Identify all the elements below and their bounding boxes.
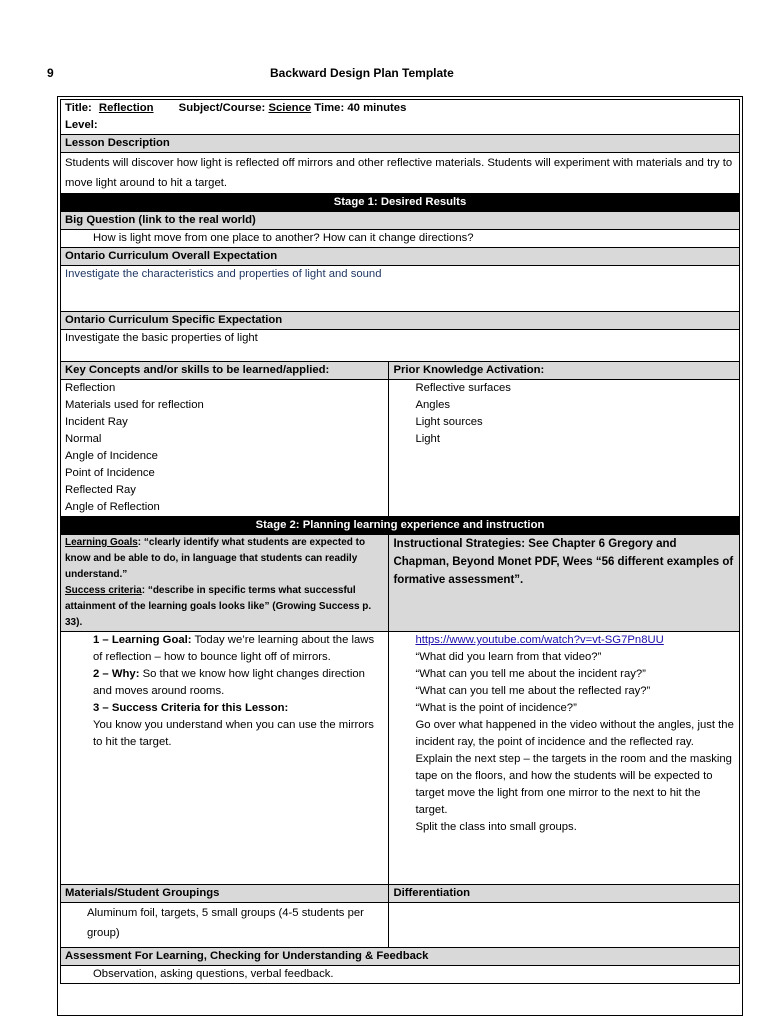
overall-expectation-heading: Ontario Curriculum Overall Expectation: [61, 248, 740, 266]
lesson-description-text: Students will discover how light is reflected off mirrors and other reflective materials. Students will experiment with materials and try to move light around to hit a target.: [61, 153, 740, 194]
prior-knowledge-item: Light: [415, 433, 440, 445]
strategy-line: “What did you learn from that video?”: [415, 651, 602, 663]
differentiation-heading: Differentiation: [389, 885, 740, 903]
big-question-heading: Big Question (link to the real world): [61, 212, 740, 230]
materials-text: Aluminum foil, targets, 5 small groups (4-5 students per group): [61, 903, 389, 948]
key-concept-item: Incident Ray: [65, 416, 128, 428]
assessment-heading: Assessment For Learning, Checking for Understanding & Feedback: [61, 948, 740, 966]
lesson-plan-frame: [57, 96, 743, 1016]
prior-knowledge-heading: Prior Knowledge Activation:: [389, 362, 740, 380]
key-concept-item: Angle of Reflection: [65, 501, 160, 513]
success-criteria-label: Success criteria: [65, 585, 142, 596]
prior-knowledge-item: Angles: [415, 399, 451, 411]
lesson-learning-goal-text: Today we’re learning about the laws of reflection – how to bounce light off of mirrors.: [93, 634, 375, 663]
stage2-heading: Stage 2: Planning learning experience and instruction: [61, 517, 740, 535]
lesson-success-criteria-text: You know you understand when you can use the mirrors to hit the target.: [93, 719, 374, 748]
lesson-why-label: 2 – Why:: [93, 668, 140, 680]
prior-knowledge-item: Light sources: [415, 416, 483, 428]
key-concept-item: Materials used for reflection: [65, 399, 204, 411]
prior-knowledge-item: Reflective surfaces: [415, 382, 511, 394]
lesson-plan-table: [60, 99, 740, 984]
level-label: Level:: [65, 119, 98, 131]
key-concept-item: Reflection: [65, 382, 116, 394]
lesson-success-criteria-label: 3 – Success Criteria for this Lesson:: [93, 702, 289, 714]
lesson-description-heading: Lesson Description: [61, 135, 740, 153]
learning-goals-label: Learning Goals: [65, 537, 138, 548]
instructional-strategies-heading: Instructional Strategies: See Chapter 6 Gregory and Chapman, Beyond Monet PDF, Wees “56 different examples of formative assessment”.: [389, 535, 740, 632]
strategy-line: Go over what happened in the video without the angles, just the incident ray, the point of incidence and the reflected ray.: [415, 719, 734, 748]
title-value: Reflection: [98, 102, 154, 114]
key-concepts-list: [61, 380, 389, 517]
prior-knowledge-list: [389, 380, 740, 517]
specific-expectation-heading: Ontario Curriculum Specific Expectation: [61, 312, 740, 330]
big-question-text: How is light move from one place to another? How can it change directions?: [61, 230, 740, 248]
strategies-cell: [389, 632, 740, 885]
key-concept-item: Normal: [65, 433, 102, 445]
strategy-line: Split the class into small groups.: [415, 821, 577, 833]
specific-expectation-text: Investigate the basic properties of light: [61, 330, 740, 362]
strategy-line: “What can you tell me about the reflected ray?”: [415, 685, 651, 697]
page-number: 9: [47, 66, 54, 80]
goals-definitions: [61, 535, 389, 632]
video-link[interactable]: https://www.youtube.com/watch?v=vt-SG7Pn8UU: [415, 634, 664, 646]
strategy-line: “What is the point of incidence?”: [415, 702, 577, 714]
key-concept-item: Angle of Incidence: [65, 450, 158, 462]
key-concept-item: Point of Incidence: [65, 467, 155, 479]
stage1-heading: Stage 1: Desired Results: [61, 194, 740, 212]
materials-heading: Materials/Student Groupings: [61, 885, 389, 903]
info-row: [61, 100, 740, 135]
strategy-line: Explain the next step – the targets in the room and the masking tape on the floors, and how the students will be expected to target move the light from one mirror to the next to hit the target.: [415, 753, 732, 816]
overall-expectation-text: Investigate the characteristics and properties of light and sound: [61, 266, 740, 312]
lesson-why-text: So that we know how light changes direction and moves around rooms.: [93, 668, 365, 697]
subject-value: Science: [268, 102, 312, 114]
document-title: Backward Design Plan Template: [270, 66, 454, 80]
differentiation-text: [389, 903, 740, 948]
strategy-line: “What can you tell me about the incident ray?”: [415, 668, 646, 680]
key-concept-item: Reflected Ray: [65, 484, 136, 496]
learning-goals-definition: : “clearly identify what students are expected to know and be able to do, in language that students can readily understand.”: [65, 537, 366, 580]
title-label: Title:: [65, 102, 92, 114]
time-label: Time: 40 minutes: [314, 102, 407, 114]
subject-label: Subject/Course:: [178, 102, 266, 114]
success-criteria-definition: : “describe in specific terms what successful attainment of the learning goals looks like” (Growing Success p. 33).: [65, 585, 372, 628]
assessment-text: Observation, asking questions, verbal feedback.: [61, 966, 740, 984]
lesson-goals-cell: [61, 632, 389, 885]
lesson-learning-goal-label: 1 – Learning Goal:: [93, 634, 192, 646]
key-concepts-heading: Key Concepts and/or skills to be learned/applied:: [61, 362, 389, 380]
